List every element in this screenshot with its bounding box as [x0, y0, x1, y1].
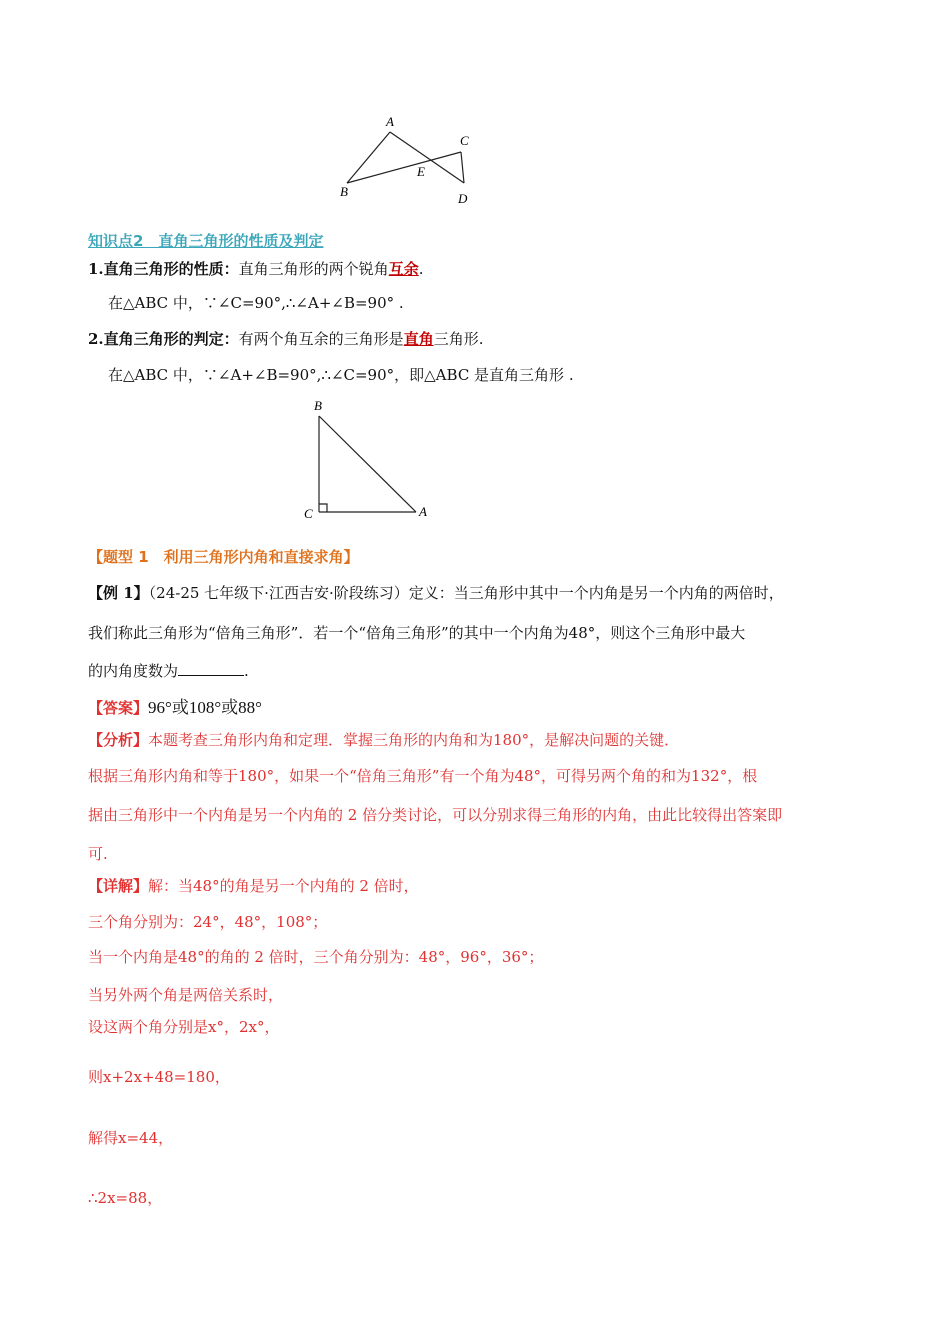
- figure-crossed-triangles: [330, 110, 490, 210]
- example-line-1: [88, 582, 784, 603]
- property-end: .: [418, 260, 424, 278]
- detail-text-1: 解：当48°的角是另一个内角的 2 倍时，: [148, 877, 419, 895]
- example-line-2: 我们称此三角形为“倍角三角形”．若一个“倍角三角形”的其中一个内角为48°，则这个三角形中最大: [88, 624, 746, 642]
- detail-label: 【详解】: [88, 877, 149, 895]
- analysis-line-2: 根据三角形内角和等于180°，如果一个“倍角三角形”有一个角为48°，可得另两个角的和为132°，根: [88, 767, 758, 785]
- criterion-label: 2.直角三角形的判定：: [88, 330, 239, 348]
- label-c: C: [460, 133, 469, 148]
- analysis-label: 【分析】: [88, 731, 149, 749]
- property-example: 在△ABC 中，∵∠C=90°,∴∠A+∠B=90° .: [108, 294, 404, 312]
- label-b: B: [340, 184, 348, 199]
- topic-heading: 【题型 1 利用三角形内角和直接求角】: [88, 548, 359, 566]
- detail-line-3: 当一个内角是48°的角的 2 倍时，三个角分别为：48°，96°，36°；: [88, 948, 544, 966]
- detail-line-4: 当另外两个角是两倍关系时，: [88, 986, 284, 1004]
- criterion-end: 三角形.: [433, 330, 484, 348]
- analysis-line-3: 据由三角形中一个内角是另一个内角的 2 倍分类讨论，可以分别求得三角形的内角，由此比较得出答案即: [88, 806, 783, 824]
- example-text-1: （24-25 七年级下·江西吉安·阶段练习）定义：当三角形中其中一个内角是另一个内角的两倍时，: [148, 584, 784, 602]
- figure-right-triangle: [298, 396, 438, 524]
- label-a2: A: [419, 504, 427, 519]
- analysis-line-4: 可.: [88, 845, 108, 863]
- label-e: E: [417, 164, 425, 179]
- detail-line-2: 三个角分别为：24°，48°，108°；: [88, 913, 328, 931]
- detail-line-5: 设这两个角分别是x°，2x°，: [88, 1018, 280, 1036]
- property-text: 直角三角形的两个锐角: [238, 260, 389, 278]
- analysis-text-1: 本题考查三角形内角和定理．掌握三角形的内角和为180°，是解决问题的关键．: [148, 731, 680, 749]
- answer-line: [88, 693, 262, 718]
- criterion-key: 直角: [403, 330, 434, 348]
- answer-text: 96°或108°或88°: [148, 698, 262, 717]
- detail-line-1: [88, 875, 419, 896]
- answer-blank: [178, 661, 244, 676]
- property-label: 1.直角三角形的性质：: [88, 260, 239, 278]
- label-a: A: [386, 114, 394, 129]
- analysis-line-1: [88, 729, 679, 750]
- property-line: [88, 258, 423, 279]
- detail-line-6: 则x+2x+48=180，: [88, 1068, 230, 1086]
- criterion-example: 在△ABC 中，∵∠A+∠B=90°,∴∠C=90°，即△ABC 是直角三角形 .: [108, 366, 574, 384]
- criterion-line: [88, 328, 483, 349]
- detail-line-7: 解得x=44，: [88, 1129, 174, 1147]
- label-c2: C: [304, 506, 313, 521]
- example-text-3: 的内角度数为: [88, 662, 179, 680]
- example-line-3: [88, 660, 249, 681]
- example-label: 【例 1】: [88, 584, 149, 602]
- answer-label: 【答案】: [88, 699, 149, 717]
- section-heading: 知识点2 直角三角形的性质及判定: [88, 232, 324, 250]
- label-d: D: [458, 191, 468, 206]
- label-b2: B: [314, 398, 322, 413]
- property-key: 互余: [388, 260, 419, 278]
- detail-line-8: ∴2x=88，: [88, 1189, 163, 1207]
- example-end: .: [244, 662, 249, 680]
- criterion-text: 有两个角互余的三角形是: [238, 330, 404, 348]
